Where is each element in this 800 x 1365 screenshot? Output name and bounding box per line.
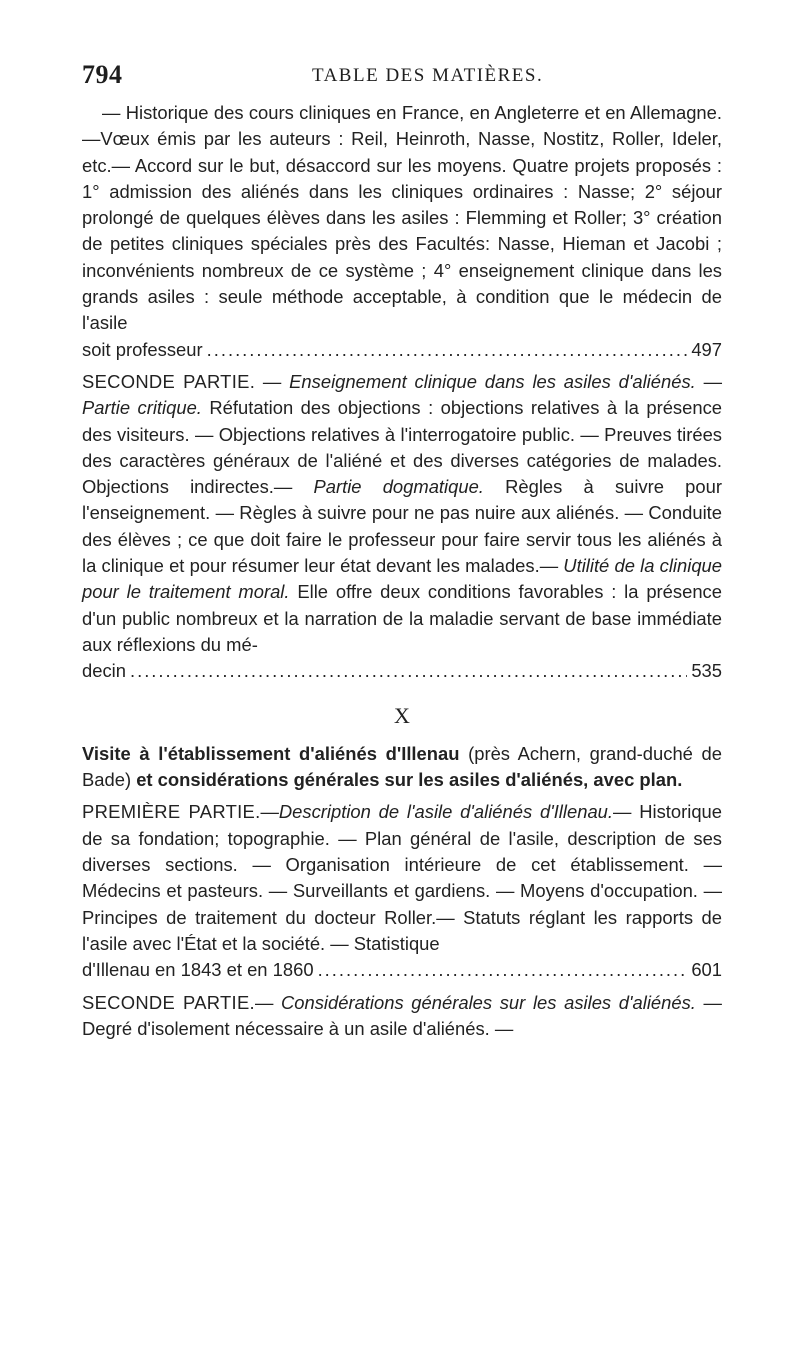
dash: —: [260, 801, 279, 823]
section-heading: [82, 741, 722, 794]
entry-body: Règles à suivre pour l'enseignement. — Règles à suivre pour ne pas nuire aux aliénés. — Conduite des élèves ; ce que doit faire le professeur pour faire servir tous les aliénés à la clinique et pour résumer leur état devant les malades.—: [82, 476, 722, 577]
part-title: Enseignement clinique dans les asiles d'aliénés.: [289, 370, 696, 392]
toc-line: [82, 957, 722, 983]
heading-bold: et considérations générales sur les asiles d'aliénés, avec plan.: [136, 769, 683, 791]
part-label: PREMIÈRE PARTIE.: [82, 801, 261, 823]
table-of-contents: [82, 100, 722, 1048]
dash: —: [255, 370, 290, 392]
entry-last-line: d'Illenau en 1843 et en 1860: [82, 959, 314, 981]
part-title: Description de l'asile d'aliénés d'Illenau.: [278, 801, 614, 823]
dot-leader: [318, 957, 688, 983]
entry-text: — Historique des cours cliniques en France, en Angleterre et en Allemagne. —Vœux émis par les auteurs : Reil, Heinroth, Nasse, Nostitz, Roller, Ideler, etc.— Accord sur le but, désaccord sur les moyens. Quatre projets proposés : 1° admission des aliénés dans les cliniques ordinaires : Nasse; 2° séjour prolongé de quelques élèves dans les asiles : Flemming et Roller; 3° création de petites cliniques spéciales près des Facultés: Nasse, Hieman et Jacobi ; inconvénients nombreux de ce système ; 4° enseignement clinique dans les grands asiles : seule méthode acceptable, à condition que le médecin de l'asile: [82, 102, 722, 334]
part-title: Considérations générales sur les asiles d'aliénés.: [280, 991, 696, 1013]
toc-entry-seconde-partie-considerations: [82, 990, 722, 1043]
toc-entry-premiere-partie: [82, 799, 722, 983]
entry-last-line: soit professeur: [82, 338, 203, 360]
heading-normal: (près Achern, grand-duché de Bade): [82, 742, 722, 791]
entry-page-number: 497: [691, 338, 722, 360]
toc-entry-historique: [82, 100, 722, 363]
part-label: SECONDE PARTIE.: [82, 991, 255, 1013]
section-number: X: [394, 702, 410, 728]
page-header: [82, 60, 722, 96]
toc-line: [82, 337, 722, 363]
entry-body: — Historique de sa fondation; topographie. — Plan général de l'asile, description de ses diverses sections. — Organisation intérieure de cet établissement. — Médecins et pasteurs. — Surveillants et gardiens. — Moyens d'occupation. — Principes de traitement du docteur Roller.— Statuts réglant les rapports de l'asile avec l'État et la société. — Statistique: [82, 801, 722, 954]
page-number: 794: [82, 60, 123, 89]
part-label: SECONDE PARTIE.: [82, 370, 256, 392]
entry-last-line: decin: [82, 660, 126, 682]
toc-line: [82, 658, 722, 684]
dot-leader: [207, 337, 688, 363]
entry-body: — Degré d'isolement nécessaire à un asile d'aliénés. —: [82, 991, 722, 1039]
toc-entry-seconde-partie-clinique: [82, 369, 722, 685]
entry-paragraph: [82, 990, 722, 1043]
entry-paragraph: [82, 799, 722, 957]
entry-page-number: 535: [691, 660, 722, 682]
running-title: TABLE DES MATIÈRES.: [312, 65, 544, 86]
dot-leader: [130, 658, 687, 684]
dash: —: [254, 991, 281, 1013]
entry-paragraph: [82, 369, 722, 658]
dash: —: [695, 370, 722, 392]
entry-page-number: 601: [691, 959, 722, 981]
critique-title: Partie critique.: [82, 397, 202, 419]
dogmatique-title: Partie dogmatique.: [313, 476, 484, 498]
entry-body: Réfutation des objections : objections relatives à la présence des visiteurs. — Objections relatives à l'interrogatoire public. — Preuves tirées des caractères généraux de l'aliéné et des diverses catégories de malades. Objections indirectes.—: [82, 397, 722, 498]
entry-body: Elle offre deux conditions favorables : la présence d'un public nombreux et la narration de la maladie servant de base immédiate aux réflexions du mé-: [82, 581, 722, 655]
utilite-title: Utilité de la clinique pour le traitement moral.: [82, 555, 722, 603]
heading-bold: Visite à l'établissement d'aliénés d'Illenau: [82, 742, 460, 764]
